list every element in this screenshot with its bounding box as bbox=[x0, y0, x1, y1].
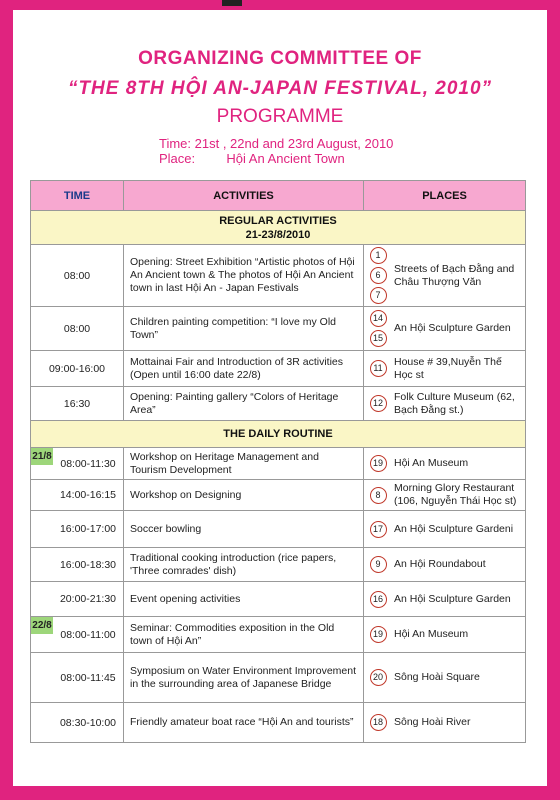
place-name: Folk Culture Museum (62, Bạch Đằng st.) bbox=[394, 390, 515, 416]
time-cell bbox=[31, 703, 124, 743]
place-wrap bbox=[364, 714, 525, 731]
location-numbers bbox=[364, 521, 392, 538]
time-text: 20:00-21:30 bbox=[59, 593, 117, 605]
table-row bbox=[31, 548, 526, 582]
time-cell bbox=[31, 548, 124, 582]
place-cell bbox=[364, 617, 526, 653]
activity-cell: Traditional cooking introduction (rice papers, 'Three comrades' dish) bbox=[124, 548, 364, 582]
place-wrap bbox=[364, 556, 525, 573]
place-cell bbox=[364, 653, 526, 703]
time-cell bbox=[31, 480, 124, 511]
date-badge: 21/8 bbox=[31, 448, 53, 465]
location-number-badge: 15 bbox=[370, 330, 387, 347]
place-name: Hội An Museum bbox=[394, 628, 469, 640]
time-text: 08:00-11:30 bbox=[60, 457, 116, 470]
place-name: Sông Hoài Square bbox=[394, 671, 480, 683]
table-row bbox=[31, 653, 526, 703]
location-number-badge: 20 bbox=[370, 669, 387, 686]
location-numbers bbox=[364, 360, 392, 377]
place-cell bbox=[364, 703, 526, 743]
time-text: 08:30-10:00 bbox=[59, 716, 117, 729]
activity-cell: Friendly amateur boat race “Hội An and tourists” bbox=[124, 703, 364, 743]
activity-cell: Event opening activities bbox=[124, 582, 364, 617]
activity-cell: Workshop on Designing bbox=[124, 480, 364, 511]
place-cell bbox=[364, 480, 526, 511]
place-wrap bbox=[364, 247, 525, 304]
time-cell bbox=[31, 448, 124, 480]
activity-cell: Workshop on Heritage Management and Tourism Development bbox=[124, 448, 364, 480]
time-cell bbox=[31, 582, 124, 617]
location-numbers bbox=[364, 626, 392, 643]
place-name: Streets of Bạch Đằng and Châu Thượng Văn bbox=[394, 262, 515, 288]
regular-title: REGULAR ACTIVITIES bbox=[219, 214, 337, 227]
location-number-badge: 16 bbox=[370, 591, 387, 608]
place-name: An Hội Sculpture Gardeni bbox=[394, 522, 514, 535]
location-number-badge: 17 bbox=[370, 521, 387, 538]
location-numbers bbox=[364, 487, 392, 504]
table-row bbox=[31, 351, 526, 387]
location-number-badge: 11 bbox=[370, 360, 387, 377]
table-row bbox=[31, 480, 526, 511]
place-name: Morning Glory Restaurant (106, Nguyễn Thái Học st) bbox=[394, 482, 517, 507]
table-row bbox=[31, 703, 526, 743]
time-text: 16:00-17:00 bbox=[59, 523, 117, 535]
programme-title: PROGRAMME bbox=[216, 106, 344, 127]
place-value: Hội An Ancient Town bbox=[226, 151, 345, 166]
place-wrap bbox=[364, 354, 525, 384]
place-cell bbox=[364, 548, 526, 582]
place-wrap bbox=[364, 310, 525, 347]
place-wrap bbox=[364, 591, 525, 608]
header-time: TIME bbox=[31, 181, 124, 211]
place-cell bbox=[364, 307, 526, 351]
daily-title: THE DAILY ROUTINE bbox=[31, 421, 526, 448]
time-cell bbox=[31, 511, 124, 548]
place-name: Hội An Museum bbox=[394, 457, 469, 469]
place-wrap bbox=[364, 521, 525, 538]
location-numbers bbox=[364, 714, 392, 731]
activity-cell: Children painting competition: “I love my Old Town” bbox=[124, 307, 364, 351]
table-row bbox=[31, 387, 526, 421]
regular-section-header bbox=[31, 211, 526, 245]
table-row bbox=[31, 617, 526, 653]
location-number-badge: 14 bbox=[370, 310, 387, 327]
activity-cell: Opening: Street Exhibition “Artistic photos of Hội An Ancient town & The photos of Hội An Ancient town in last Hội An - Japan Festivals bbox=[124, 245, 364, 307]
location-number-badge: 6 bbox=[370, 267, 387, 284]
location-numbers bbox=[364, 310, 392, 347]
place-wrap bbox=[364, 480, 525, 510]
organizer-title: ORGANIZING COMMITTEE OF bbox=[138, 48, 422, 69]
place-cell bbox=[364, 448, 526, 480]
location-numbers bbox=[364, 455, 392, 472]
location-number-badge: 9 bbox=[370, 556, 387, 573]
time-text: 14:00-16:15 bbox=[59, 489, 117, 501]
festival-title: “THE 8TH HỘI AN-JAPAN FESTIVAL, 2010” bbox=[67, 78, 493, 99]
place-label: Place: bbox=[159, 151, 196, 166]
place-wrap bbox=[364, 669, 525, 686]
location-number-badge: 19 bbox=[370, 626, 387, 643]
time-cell: 16:30 bbox=[31, 387, 124, 421]
location-number-badge: 8 bbox=[370, 487, 387, 504]
programme-table bbox=[30, 180, 526, 743]
activity-cell: Mottainai Fair and Introduction of 3R activities (Open until 16:00 date 22/8) bbox=[124, 351, 364, 387]
place-wrap bbox=[364, 389, 525, 419]
location-number-badge: 19 bbox=[370, 455, 387, 472]
table-row bbox=[31, 511, 526, 548]
location-number-badge: 7 bbox=[370, 287, 387, 304]
location-numbers bbox=[364, 591, 392, 608]
time-cell bbox=[31, 617, 124, 653]
location-number-badge: 1 bbox=[370, 247, 387, 264]
top-mark bbox=[222, 0, 242, 6]
place-name: Sông Hoài River bbox=[394, 716, 471, 728]
place-name: An Hội Roundabout bbox=[394, 558, 486, 570]
table-row bbox=[31, 307, 526, 351]
header-activities: ACTIVITIES bbox=[124, 181, 364, 211]
location-number-badge: 12 bbox=[370, 395, 387, 412]
location-numbers bbox=[364, 669, 392, 686]
place-cell bbox=[364, 387, 526, 421]
place-cell bbox=[364, 511, 526, 548]
time-text: 08:00-11:45 bbox=[60, 671, 116, 684]
place-cell bbox=[364, 351, 526, 387]
time-cell bbox=[31, 653, 124, 703]
activity-cell: Seminar: Commodities exposition in the Old town of Hội An” bbox=[124, 617, 364, 653]
activity-cell: Symposium on Water Environment Improvement in the surrounding area of Japanese Bridge bbox=[124, 653, 364, 703]
place-info bbox=[159, 151, 345, 166]
time-info: Time: 21st , 22nd and 23rd August, 2010 bbox=[159, 136, 394, 151]
table-row bbox=[31, 582, 526, 617]
time-cell: 08:00 bbox=[31, 307, 124, 351]
place-wrap bbox=[364, 626, 525, 643]
table-row bbox=[31, 448, 526, 480]
time-cell: 08:00 bbox=[31, 245, 124, 307]
location-numbers bbox=[364, 395, 392, 412]
location-numbers bbox=[364, 556, 392, 573]
location-number-badge: 18 bbox=[370, 714, 387, 731]
location-numbers bbox=[364, 247, 392, 304]
place-cell bbox=[364, 582, 526, 617]
table-row bbox=[31, 245, 526, 307]
daily-section-header bbox=[31, 421, 526, 448]
place-name: An Hội Sculpture Garden bbox=[394, 322, 511, 334]
place-wrap bbox=[364, 455, 525, 472]
place-cell bbox=[364, 245, 526, 307]
time-text: 16:00-18:30 bbox=[59, 558, 117, 571]
place-name: An Hội Sculpture Garden bbox=[394, 592, 511, 605]
time-cell: 09:00-16:00 bbox=[31, 351, 124, 387]
regular-dates: 21-23/8/2010 bbox=[245, 228, 311, 241]
date-badge: 22/8 bbox=[31, 617, 53, 634]
activity-cell: Opening: Painting gallery “Colors of Heritage Area” bbox=[124, 387, 364, 421]
activity-cell: Soccer bowling bbox=[124, 511, 364, 548]
header-places: PLACES bbox=[364, 181, 526, 211]
place-name: House # 39,Nuyễn Thế Học st bbox=[394, 355, 502, 381]
time-text: 08:00-11:00 bbox=[60, 628, 116, 641]
